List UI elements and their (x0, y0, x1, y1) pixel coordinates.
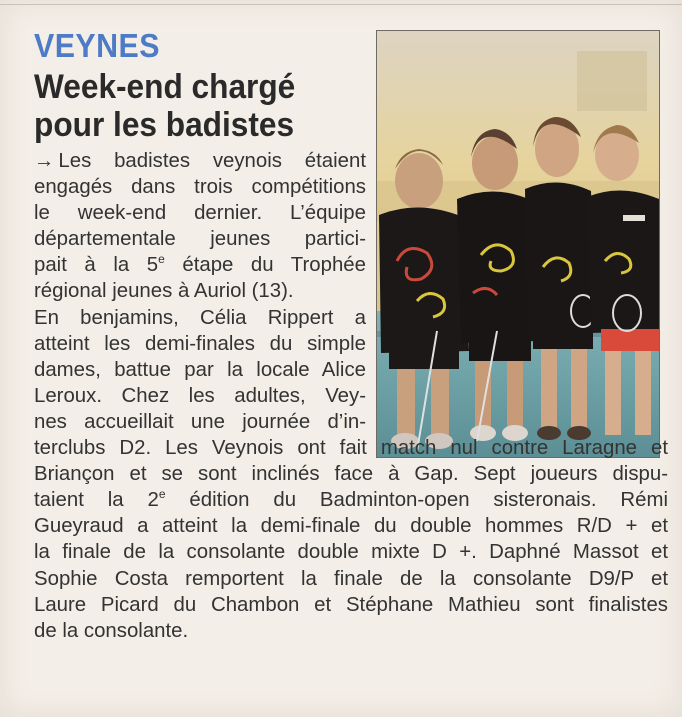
body-line-text: Laure Picard du Chambon et Stéphane Mathieu sont finalistes (34, 593, 668, 616)
body-line (34, 357, 366, 383)
body-line-text: régional jeunes à Auriol (13). (34, 280, 294, 303)
body-line (34, 226, 366, 252)
body-line-text: Les badistes veynois étaient (58, 150, 366, 172)
headline-line-2: pour les badistes (34, 106, 295, 144)
body-line (34, 305, 366, 331)
superscript: e (158, 487, 166, 502)
body-line-text: terclubs D2. Les Veynois ont fait match nul contre Laragne et (34, 437, 668, 460)
body-line (34, 252, 366, 278)
body-line-text: pait à la 5 (34, 254, 159, 277)
body-line-text: de la consolante. (34, 619, 189, 642)
section-kicker: VEYNES (34, 27, 160, 64)
body-line (34, 566, 668, 592)
superscript: e (158, 252, 165, 267)
body-line (34, 618, 668, 644)
body-line (34, 513, 668, 539)
body-line-text: engagés dans trois compétitions (34, 176, 366, 199)
article-headline (34, 68, 341, 144)
arrow-icon: → (34, 150, 55, 172)
body-line-text: départementale jeunes partici- (34, 228, 366, 251)
body-line-text: taient la 2 (34, 489, 159, 512)
article-body (34, 148, 668, 644)
body-line-text: nes accueillait une journée d’in- (34, 410, 366, 433)
body-line (34, 487, 668, 513)
body-line-text: dames, battue par la locale Alice (34, 358, 366, 381)
top-rule (0, 4, 682, 5)
body-line-text: édition du Badminton-open sisteronais. Rémi (165, 489, 668, 512)
body-line-text: le week-end dernier. L’équipe (34, 202, 366, 225)
body-line (34, 148, 366, 174)
body-line (34, 278, 366, 304)
body-line (34, 539, 668, 565)
body-line (34, 592, 668, 618)
headline-line-1: Week-end chargé (34, 68, 296, 106)
body-line (34, 461, 668, 487)
body-line-text: la finale de la consolante double mixte D +. Daphné Massot et (34, 541, 668, 564)
body-line-text: Leroux. Chez les adultes, Vey- (34, 384, 366, 407)
body-line-text: Briançon et se sont inclinés face à Gap. Sept joueurs dispu- (34, 463, 668, 486)
body-line (34, 383, 366, 409)
body-line (34, 174, 366, 200)
body-line-text: En benjamins, Célia Rippert a (34, 306, 366, 329)
body-line (34, 200, 366, 226)
body-line-text: atteint les demi-finales du simple (34, 332, 366, 355)
body-line (34, 409, 366, 435)
body-line-text: étape du Trophée (164, 254, 366, 277)
body-line (34, 435, 668, 461)
body-line-text: Gueyraud a atteint la demi-finale du double hommes R/D + et (34, 515, 668, 538)
body-line (34, 331, 366, 357)
body-line-text: Sophie Costa remportent la finale de la consolante D9/P et (34, 567, 668, 590)
